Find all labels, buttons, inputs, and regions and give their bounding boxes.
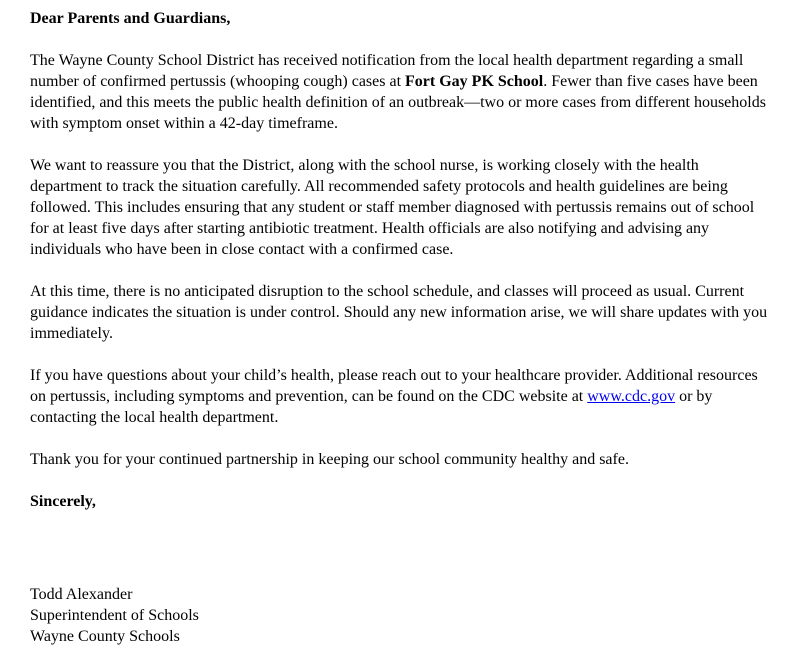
signature-title: Superintendent of Schools — [30, 607, 199, 624]
letter-paragraph — [30, 155, 770, 260]
letter-paragraph — [30, 365, 770, 428]
paragraph-text: The Wayne County School District has received notification from the local health department regarding a small number of confirmed pertussis (whooping cough) cases at — [30, 52, 744, 90]
signature-name: Todd Alexander — [30, 586, 133, 603]
cdc-website-link[interactable]: www.cdc.gov — [587, 388, 676, 405]
signature-block — [30, 584, 770, 647]
letter-paragraph — [30, 449, 770, 470]
letter-paragraphs — [30, 50, 770, 470]
letter-paragraph — [30, 50, 770, 134]
paragraph-text: If you have questions about your child’s health, please reach out to your healthcare provider. Additional resources on pertussis, including symptoms and prevention, can be found on the CDC website at — [30, 367, 758, 405]
paragraph-text: At this time, there is no anticipated disruption to the school schedule, and classes will proceed as usual. Current guidance indicates the situation is under control. Should any new information arise, we will share updates with you immediately. — [30, 283, 768, 342]
letter-paragraph — [30, 281, 770, 344]
letter-closing: Sincerely, — [30, 493, 96, 510]
paragraph-text: We want to reassure you that the District, along with the school nurse, is working closely with the health department to track the situation carefully. All recommended safety protocols and health guidelines are being followed. This includes ensuring that any student or staff member diagnosed with pertussis remains out of school for at least five days after starting antibiotic treatment. Health officials are also notifying and advising any individuals who have been in close contact with a confirmed case. — [30, 157, 755, 258]
paragraph-text: . Fewer than five cases have been identified, and this meets the public health definition of an outbreak—two or more cases from different households with symptom onset within a 42-day timeframe. — [30, 73, 766, 132]
signature-organization: Wayne County Schools — [30, 628, 180, 645]
letter-salutation: Dear Parents and Guardians, — [30, 10, 231, 27]
paragraph-text: Thank you for your continued partnership in keeping our school community healthy and safe. — [30, 451, 629, 468]
paragraph-text: or by contacting the local health department. — [30, 388, 713, 426]
paragraph-text-bold: Fort Gay PK School — [405, 73, 544, 90]
